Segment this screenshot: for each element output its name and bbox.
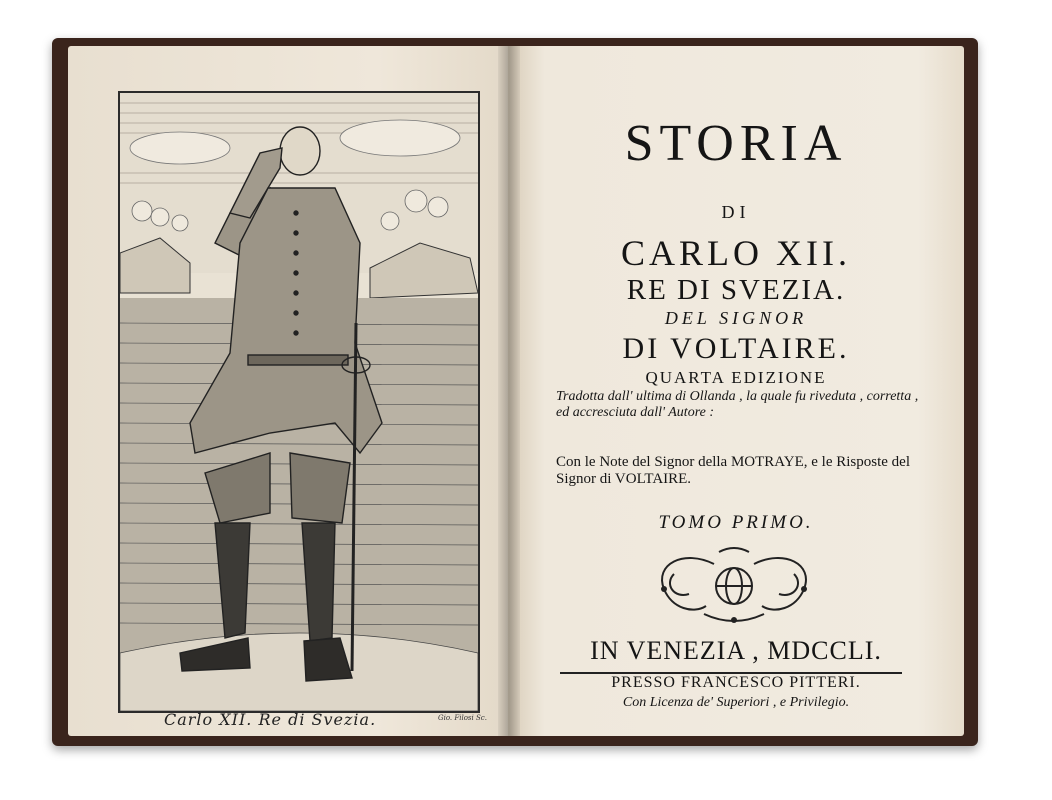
right-page-title <box>508 46 964 736</box>
license-line: Con Licenza de' Superiori , e Privilegio. <box>622 695 850 710</box>
left-page-frontispiece <box>68 46 510 736</box>
title-author: DI VOLTAIRE. <box>622 332 850 365</box>
translation-note: Tradotta dall' ultima di Ollanda , la quale fu riveduta , corretta , ed accresciuta dall' Autore : <box>556 389 919 420</box>
book-title: STORIA <box>624 115 848 172</box>
book-gutter <box>498 46 520 736</box>
title-edition: QUARTA EDIZIONE <box>645 368 827 387</box>
imprint-place-date: IN VENEZIA , MDCCLI. <box>590 636 882 665</box>
frontispiece-caption: Carlo XII. Re di Svezia. <box>164 710 377 729</box>
title-subject-title: RE DI SVEZIA. <box>626 274 846 306</box>
title-subject: CARLO XII. <box>621 233 851 273</box>
printer-ornament-globe-icon <box>644 544 824 632</box>
title-del-signor: DEL SIGNOR <box>664 308 808 328</box>
notes-line: Con le Note del Signor della MOTRAYE, e le Risposte del Signor di VOLTAIRE. <box>556 454 910 487</box>
engraver-signature: Gio. Filosi Sc. <box>438 714 487 722</box>
engraving-portrait <box>118 91 480 713</box>
printer-name: PRESSO FRANCESCO PITTERI. <box>611 674 861 691</box>
volume-label: TOMO PRIMO. <box>658 512 814 533</box>
open-book <box>52 38 978 746</box>
title-di: DI <box>721 202 751 222</box>
